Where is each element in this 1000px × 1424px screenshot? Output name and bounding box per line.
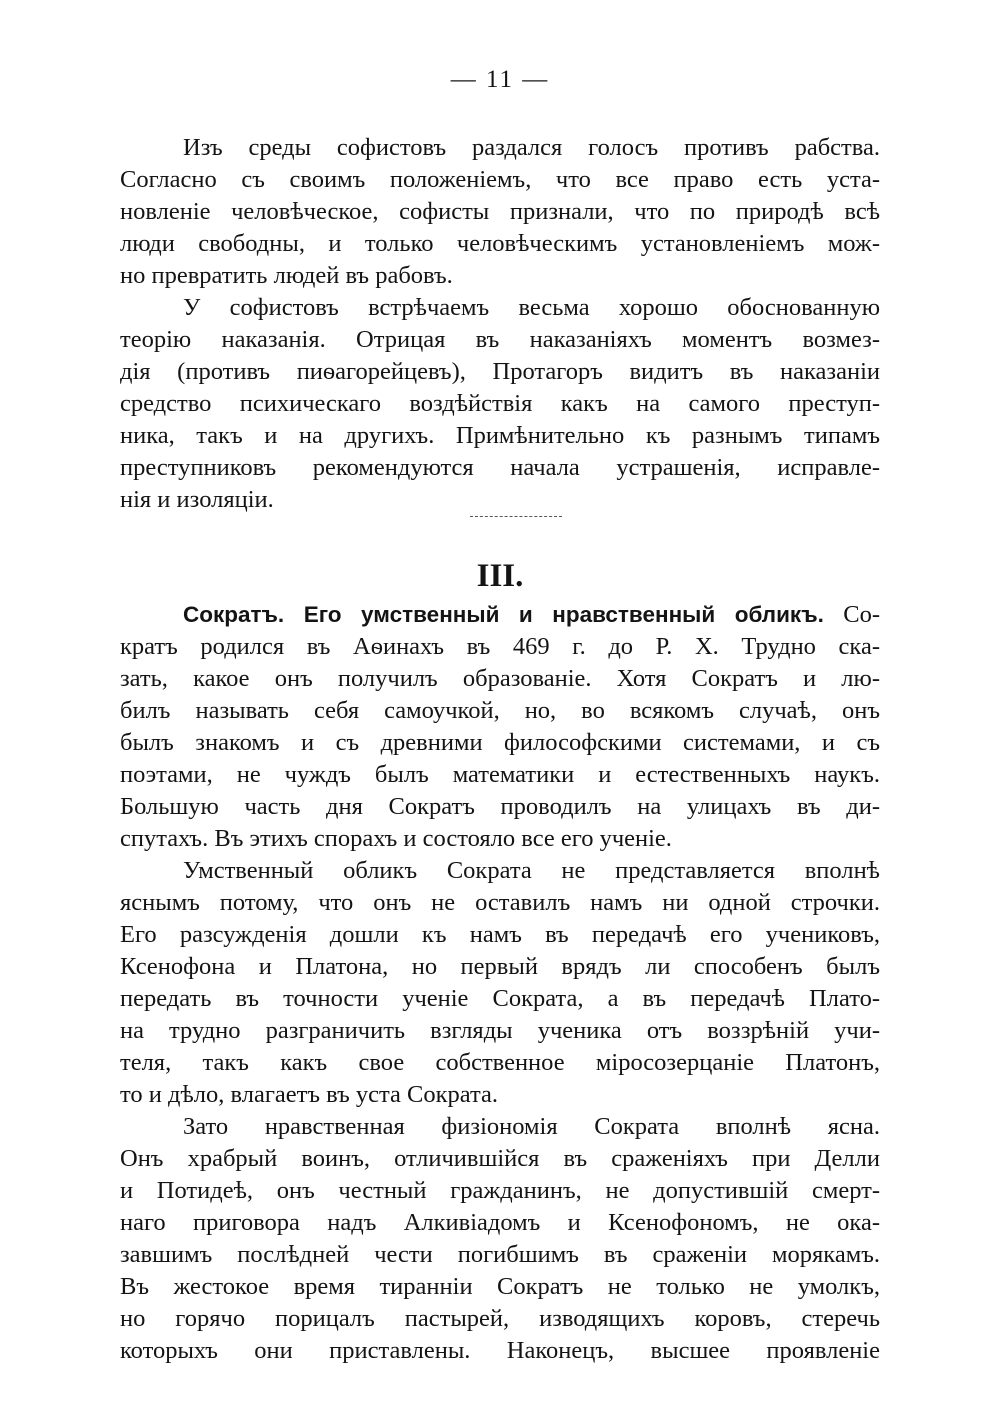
text-line: и Потидеѣ, онъ честный гражданинъ, не допустившій смерт- — [120, 1177, 880, 1204]
text-line: но превратить людей въ рабовъ. — [120, 262, 453, 289]
text-line: кратъ родился въ Аѳинахъ въ 469 г. до Р. Х. Трудно ска- — [120, 633, 880, 660]
text-line: Онъ храбрый воинъ, отличившійся въ сраженіяхъ при Делли — [120, 1145, 880, 1172]
text-line: на трудно разграничить взгляды ученика отъ воззрѣній учи- — [120, 1017, 880, 1044]
text-line: Зато нравственная физіономія Сократа вполнѣ ясна. — [183, 1113, 880, 1140]
text-line: наго приговора надъ Алкивіадомъ и Ксенофономъ, не ока- — [120, 1209, 880, 1236]
text-line: новленіе человѣческое, софисты признали, что по природѣ всѣ — [120, 198, 880, 225]
text-line: Ксенофона и Платона, но первый врядъ ли способенъ былъ — [120, 953, 880, 980]
section-divider — [470, 516, 562, 517]
text-line: Его разсужденія дошли къ намъ въ передачѣ его учениковъ, — [120, 921, 880, 948]
text-line: Въ жестокое время тиранніи Сократъ не только не умолкъ, — [120, 1273, 880, 1300]
text-line: ника, такъ и на другихъ. Примѣнительно къ разнымъ типамъ — [120, 422, 880, 449]
text-line: Умственный обликъ Сократа не представляется вполнѣ — [183, 857, 880, 884]
text-line: Согласно съ своимъ положеніемъ, что все право есть уста- — [120, 166, 880, 193]
text-line: Изъ среды софистовъ раздался голосъ противъ рабства. — [183, 134, 880, 161]
page-number: — 11 — — [450, 66, 550, 93]
text-line: то и дѣло, влагаетъ въ уста Сократа. — [120, 1081, 499, 1108]
text-line: былъ знакомъ и съ древними философскими системами, и съ — [120, 729, 880, 756]
text-line: но горячо порицалъ пастырей, изводящихъ коровъ, стеречь — [120, 1305, 880, 1332]
text-line: завшимъ послѣдней чести погибшимъ въ сраженіи морякамъ. — [120, 1241, 880, 1268]
text-line: спутахъ. Въ этихъ спорахъ и состояло все его ученіе. — [120, 825, 672, 852]
text-line: У софистовъ встрѣчаемъ весьма хорошо обоснованную — [183, 294, 880, 321]
text-line: билъ называть себя самоучкой, но, во всякомъ случаѣ, онъ — [120, 697, 880, 724]
text-line: Большую часть дня Сократъ проводилъ на улицахъ въ ди- — [120, 793, 880, 820]
text-line: поэтами, не чуждъ былъ математики и естественныхъ наукъ. — [120, 761, 880, 788]
text-line: яснымъ потому, что онъ не оставилъ намъ ни одной строчки. — [120, 889, 880, 916]
text-fragment: Со- — [843, 601, 880, 628]
text-line: преступниковъ рекомендуются начала устрашенія, исправле- — [120, 454, 880, 481]
text-line: зать, какое онъ получилъ образованіе. Хотя Сократъ и лю- — [120, 665, 880, 692]
text-line: дія (противъ пиѳагорейцевъ), Протагоръ видитъ въ наказаніи — [120, 358, 880, 385]
text-line: теорію наказанія. Отрицая въ наказаніяхъ моментъ возмез- — [120, 326, 880, 353]
section-heading: III. — [476, 558, 524, 594]
text-line: теля, такъ какъ свое собственное міросозерцаніе Платонъ, — [120, 1049, 880, 1076]
text-line: передать въ точности ученіе Сократа, а въ передачѣ Плато- — [120, 985, 880, 1012]
text-line: средство психическаго воздѣйствія какъ на самого преступ- — [120, 390, 880, 417]
section-title-line — [183, 598, 880, 632]
section-title: Сократъ. Его умственный и нравственный обликъ. — [183, 602, 824, 627]
text-line: нія и изоляціи. — [120, 486, 274, 513]
text-line: люди свободны, и только человѣческимъ установленіемъ мож- — [120, 230, 880, 257]
text-line: которыхъ они приставлены. Наконецъ, высшее проявленіе — [120, 1337, 880, 1364]
